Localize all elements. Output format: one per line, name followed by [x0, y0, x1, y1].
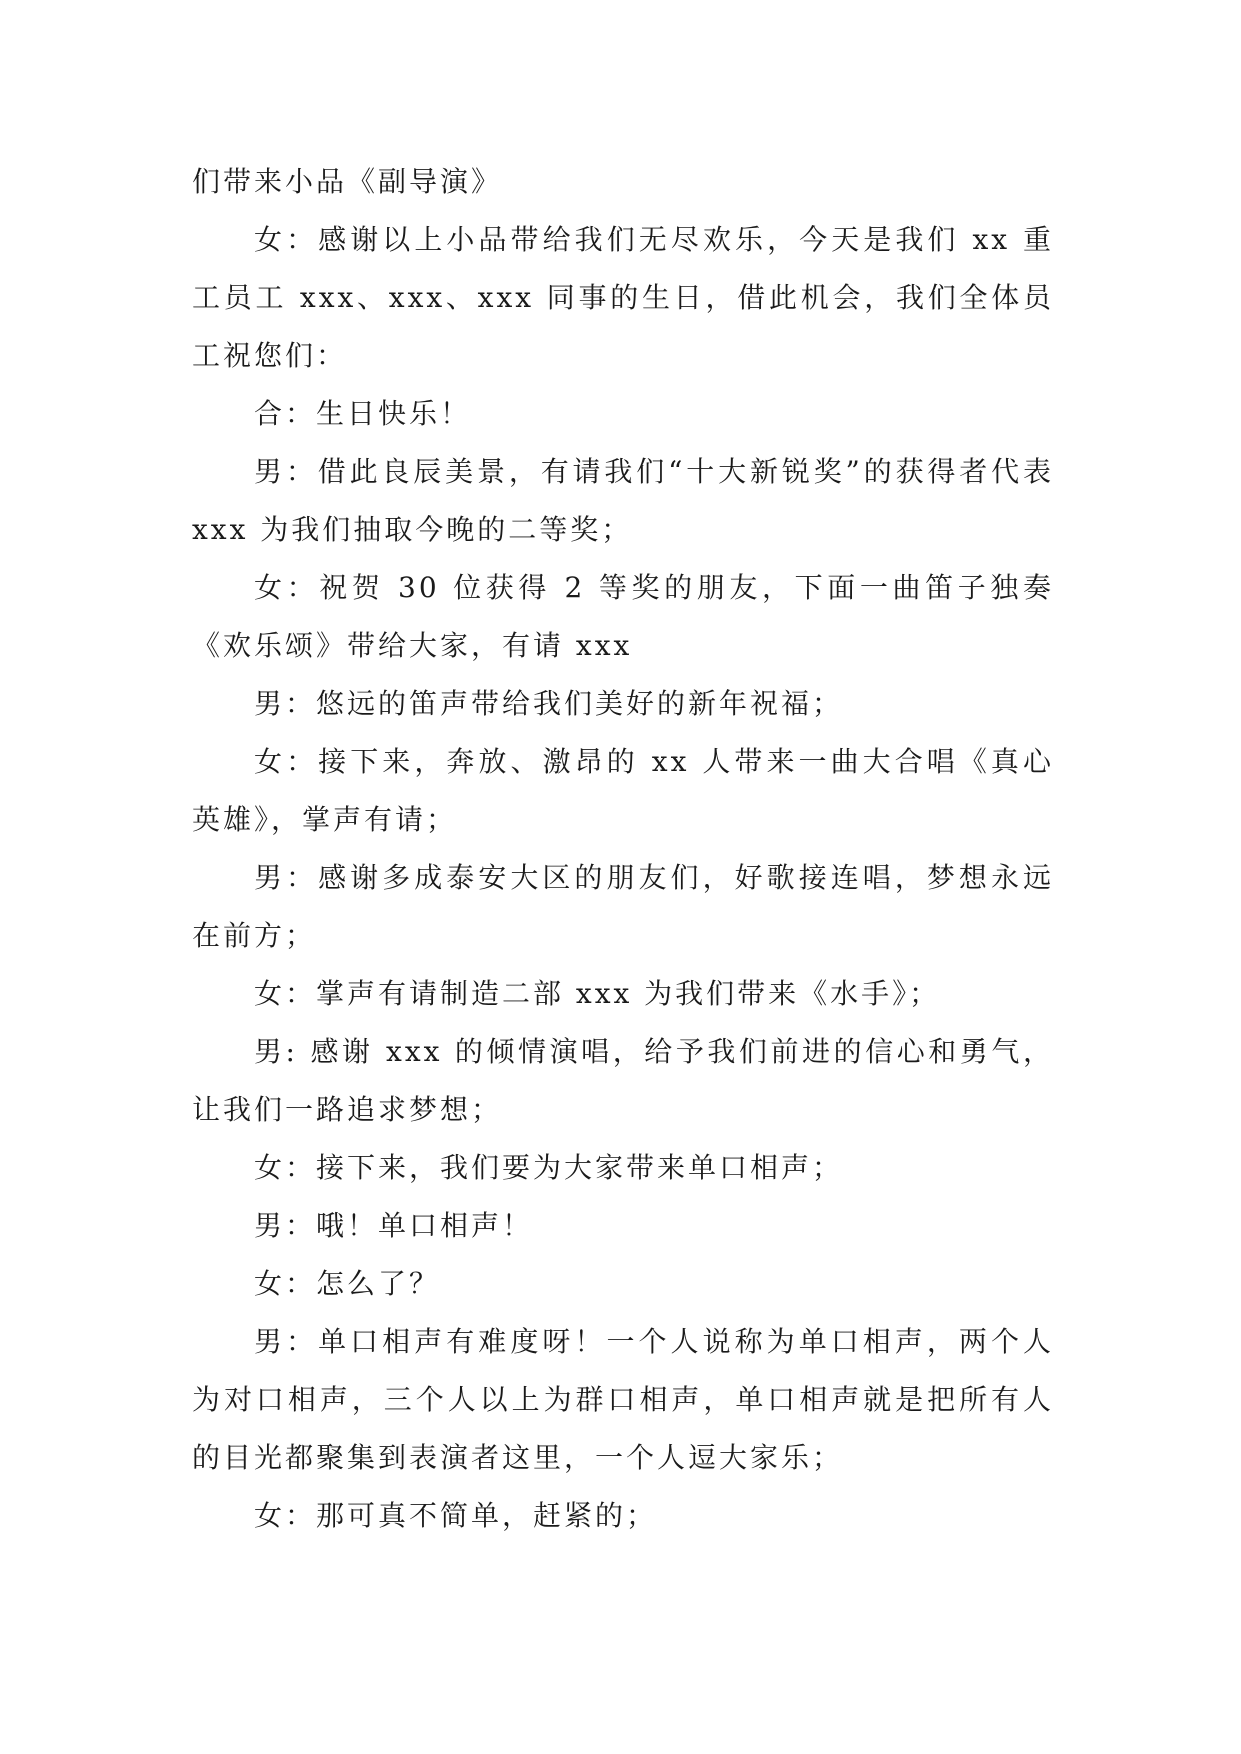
- paragraph: 男：感谢多成泰安大区的朋友们，好歌接连唱，梦想永远在前方；: [192, 861, 1054, 952]
- paragraph: 合：生日快乐！: [254, 397, 472, 430]
- paragraph: 女：祝贺 30 位获得 2 等奖的朋友，下面一曲笛子独奏《欢乐颂》带给大家，有请 xxx: [192, 571, 1054, 662]
- paragraph: 男：哦！单口相声！: [254, 1209, 534, 1242]
- paragraph: 男：悠远的笛声带给我们美好的新年祝福；: [254, 687, 844, 720]
- paragraph: 女：接下来，我们要为大家带来单口相声；: [254, 1151, 844, 1184]
- paragraph: 男：借此良辰美景，有请我们“十大新锐奖”的获得者代表 xxx 为我们抽取今晚的二等奖；: [192, 455, 1054, 546]
- paragraph: 女：感谢以上小品带给我们无尽欢乐，今天是我们 xx 重工员工 xxx、xxx、xxx 同事的生日，借此机会，我们全体员工祝您们：: [192, 223, 1054, 372]
- document-body: [192, 153, 1054, 1545]
- paragraph: 女：怎么了？: [254, 1267, 441, 1300]
- paragraph: 女：那可真不简单，赶紧的；: [254, 1499, 658, 1532]
- paragraph: 女：掌声有请制造二部 xxx 为我们带来《水手》；: [254, 977, 941, 1010]
- paragraph: 女：接下来，奔放、激昂的 xx 人带来一曲大合唱《真心英雄》，掌声有请；: [192, 745, 1054, 836]
- paragraph: 男：单口相声有难度呀！一个人说称为单口相声，两个人为对口相声，三个人以上为群口相声，单口相声就是把所有人的目光都聚集到表演者这里，一个人逗大家乐；: [192, 1325, 1054, 1474]
- paragraph: 男: 感谢 xxx 的倾情演唱，给予我们前进的信心和勇气，让我们一路追求梦想；: [192, 1035, 1054, 1126]
- paragraph: 们带来小品《副导演》: [192, 165, 503, 198]
